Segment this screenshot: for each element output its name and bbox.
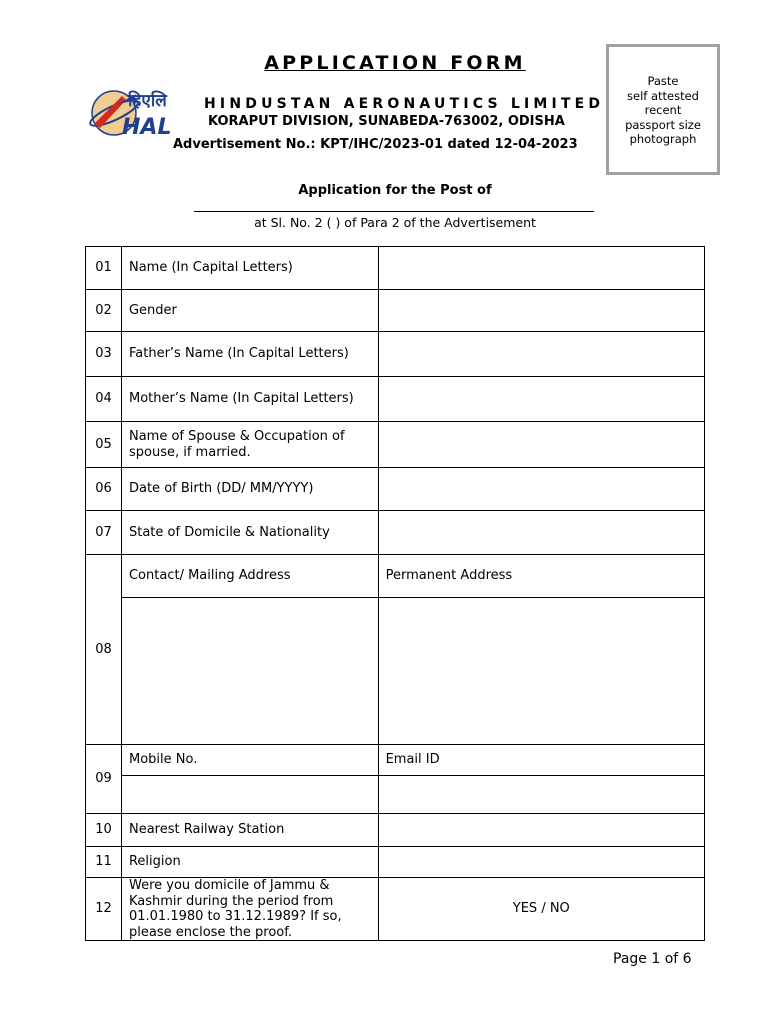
religion-input-cell[interactable] [378,847,704,878]
row-number: 10 [86,814,122,847]
row-number: 02 [86,290,122,332]
row-number: 03 [86,332,122,377]
table-row [86,377,705,422]
table-row [86,814,705,847]
logo-hal-text: HAL [122,115,172,140]
table-row [86,776,705,814]
application-table [85,246,705,941]
domicile-input-cell[interactable] [378,511,704,555]
photo-box [606,44,720,175]
photo-line-4: passport size [625,117,701,132]
father-name-input-cell[interactable] [378,332,704,377]
photo-line-2: self attested [627,88,699,103]
row-number: 05 [86,422,122,468]
table-row [86,878,705,941]
row-number: 07 [86,511,122,555]
row-number: 08 [86,555,122,745]
field-label: Gender [121,290,378,332]
railway-station-input-cell[interactable] [378,814,704,847]
mailing-address-input-cell[interactable] [121,598,378,745]
table-row [86,422,705,468]
post-heading: Application for the Post of [298,183,492,198]
field-label: Religion [121,847,378,878]
field-label: State of Domicile & Nationality [121,511,378,555]
table-row [86,247,705,290]
photo-line-1: Paste [647,74,679,89]
form-title: APPLICATION FORM [264,52,526,74]
mobile-input-cell[interactable] [121,776,378,814]
field-label: Name of Spouse & Occupation of spouse, if married. [121,422,378,468]
field-label: Contact/ Mailing Address [121,555,378,598]
field-label: Permanent Address [378,555,704,598]
table-row [86,290,705,332]
row-number: 06 [86,468,122,511]
mother-name-input-cell[interactable] [378,377,704,422]
field-label: Were you domicile of Jammu & Kashmir during the period from 01.01.1980 to 31.12.1989? If so, please enclose the proof. [121,878,378,941]
table-row [86,598,705,745]
field-label: Mobile No. [121,745,378,776]
row-number: 04 [86,377,122,422]
photo-line-5: photograph [629,132,697,147]
row-number: 11 [86,847,122,878]
field-label: Father’s Name (In Capital Letters) [121,332,378,377]
post-name-blank[interactable] [194,211,594,212]
email-input-cell[interactable] [378,776,704,814]
name-input-cell[interactable] [378,247,704,290]
jk-domicile-yes-no[interactable]: YES / NO [378,878,704,941]
division-address: KORAPUT DIVISION, SUNABEDA-763002, ODISHA [208,114,565,129]
field-label: Date of Birth (DD/ MM/YYYY) [121,468,378,511]
table-row [86,745,705,776]
logo-hindi-text: हिएलि [128,91,167,111]
field-label: Nearest Railway Station [121,814,378,847]
field-label: Name (In Capital Letters) [121,247,378,290]
row-number: 12 [86,878,122,941]
row-number: 01 [86,247,122,290]
field-label: Email ID [378,745,704,776]
table-row [86,847,705,878]
company-name: HINDUSTAN AERONAUTICS LIMITED [204,96,605,112]
advertisement-number: Advertisement No.: KPT/IHC/2023-01 dated 12-04-2023 [173,137,578,152]
table-row [86,332,705,377]
post-serial-text: at Sl. No. 2 ( ) of Para 2 of the Advertisement [254,215,536,230]
permanent-address-input-cell[interactable] [378,598,704,745]
table-row [86,468,705,511]
hal-logo [78,84,198,140]
table-row [86,511,705,555]
gender-input-cell[interactable] [378,290,704,332]
page-number: Page 1 of 6 [613,951,692,967]
dob-input-cell[interactable] [378,468,704,511]
row-number: 09 [86,745,122,814]
spouse-input-cell[interactable] [378,422,704,468]
field-label: Mother’s Name (In Capital Letters) [121,377,378,422]
photo-line-3: recent [644,103,682,118]
table-row [86,555,705,598]
